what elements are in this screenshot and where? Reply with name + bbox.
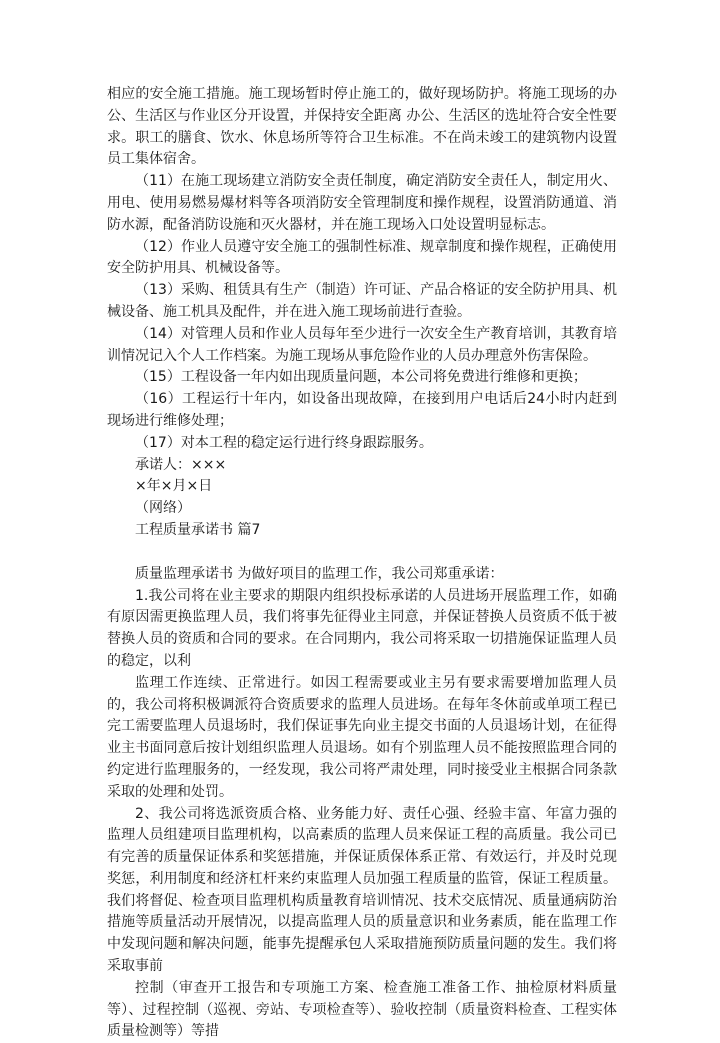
- blank-line: [107, 542, 617, 564]
- paragraph: 质量监理承诺书 为做好项目的监理工作，我公司郑重承诺：: [135, 565, 504, 582]
- paragraph: （14）对管理人员和作业人员每年至少进行一次安全生产教育培训，其教育培训情况记入个人工作档案。为施工现场从事危险作业的人员办理意外伤害保险。: [107, 325, 617, 364]
- paragraph: （16）工程运行十年内，如设备出现故障，在接到用户电话后24小时内赶到现场进行维修处理；: [107, 391, 617, 429]
- document-body: [107, 84, 617, 1043]
- paragraph: 控制（审查开工报告和专项施工方案、检查施工准备工作、抽检原材料质量等）、过程控制（巡视、旁站、专项检查等）、验收控制（质量资料检查、工程实体质量检测等）等措: [107, 979, 617, 1040]
- paragraph: 2、我公司将选派资质合格、业务能力好、责任心强、经验丰富、年富力强的监理人员组建项目监理机构，以高素质的监理人员来保证工程的高质量。我公司已有完善的质量保证体系和奖惩措施，并保证质保体系正常、有效运行，并及时兑现奖惩，利用制度和经济杠杆来约束监理人员加强工程质量的监管，保证工程质量。我们将督促、检查项目监理机构质量教育培训情况、技术交底情况、质量通病防治措施等质量活动开展情况，以提高监理人员的质量意识和业务素质，能在监理工作中发现问题和解决问题，能事先提醒承包人采取措施预防质量问题的发生。我们将采取事前: [107, 805, 617, 975]
- paragraph: 监理工作连续、正常进行。如因工程需要或业主另有要求需要增加监理人员的，我公司将积极调派符合资质要求的监理人员进场。在每年冬休前或单项工程已完工需要监理人员退场时，我们保证事先向业主提交书面的人员退场计划，在征得业主书面同意后按计划组织监理人员退场。如有个别监理人员不能按照监理合同的约定进行监理服务的，一经发现，我公司将严肃处理，同时接受业主根据合同条款采取的处理和处罚。: [107, 674, 617, 800]
- section-heading: 工程质量承诺书 篇7: [135, 521, 261, 538]
- source-line: （网络）: [135, 500, 191, 517]
- paragraph: （17）对本工程的稳定运行进行终身跟踪服务。: [135, 434, 433, 451]
- paragraph: 1.我公司将在业主要求的期限内组织投标承诺的人员进场开展监理工作，如确有原因需更换监理人员，我们将事先征得业主同意，并保证替换人员资质不低于被替换人员的资质和合同的要求。在合同期内，我公司将采取一切措施保证监理人员的稳定，以利: [107, 587, 617, 669]
- signatory-line: 承诺人：×××: [135, 456, 227, 473]
- paragraph: （12）作业人员遵守安全施工的强制性标准、规章制度和操作规程，正确使用安全防护用具、机械设备等。: [107, 238, 617, 277]
- date-line: ×年×月×日: [135, 478, 213, 495]
- paragraph: （15）工程设备一年内如出现质量问题，本公司将免费进行维修和更换；: [135, 369, 587, 386]
- paragraph: （11）在施工现场建立消防安全责任制度，确定消防安全责任人，制定用火、用电、使用易燃易爆材料等各项消防安全管理制度和操作规程，设置消防通道、消防水源，配备消防设施和灭火器材，并在施工现场入口处设置明显标志。: [107, 173, 617, 233]
- paragraph: （13）采购、租赁具有生产（制造）许可证、产品合格证的安全防护用具、机械设备、施工机具及配件，并在进入施工现场前进行查验。: [107, 282, 617, 320]
- paragraph: 相应的安全施工措施。施工现场暂时停止施工的，做好现场防护。将施工现场的办公、生活区与作业区分开设置，并保持安全距离 办公、生活区的选址符合安全性要求。职工的膳食、饮水、休息场所等符合卫生标准。不在尚未竣工的建筑物内设置员工集体宿舍。: [107, 86, 617, 168]
